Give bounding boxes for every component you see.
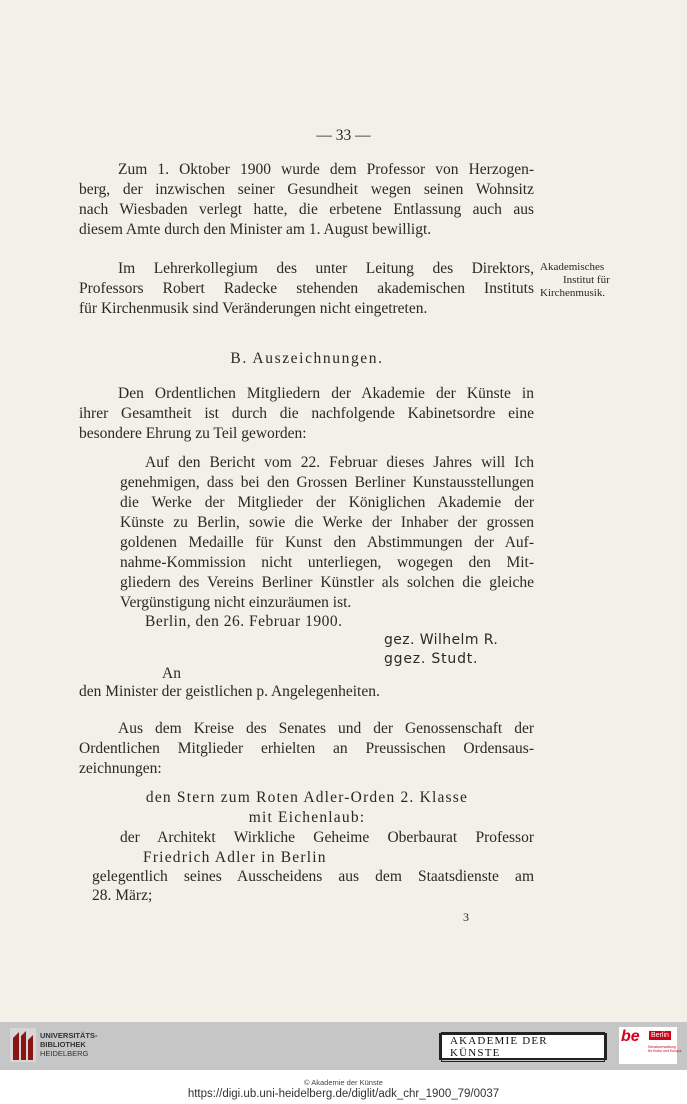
order-title: den Stern zum Roten Adler-Orden 2. Klasse bbox=[145, 789, 469, 806]
ub-line: BIBLIOTHEK bbox=[40, 1040, 86, 1049]
quote-line: nahme-Kommission nicht unterliegen, wogegen den Mit- bbox=[120, 554, 534, 571]
recipient-name: Friedrich Adler in Berlin bbox=[143, 849, 327, 866]
paragraph-line: Professors Robert Radecke stehenden akademischen Instituts bbox=[79, 280, 534, 297]
paragraph-line: zeichnungen: bbox=[79, 760, 162, 777]
quote-place-date: Berlin, den 26. Februar 1900. bbox=[145, 613, 343, 630]
berlin-logo-sub bbox=[648, 1045, 681, 1053]
paragraph-line: Im Lehrerkollegium des unter Leitung des Direktors, bbox=[118, 260, 534, 277]
addressee: den Minister der geistlichen p. Angelegenheiten. bbox=[79, 683, 380, 700]
berlin-logo-tag: Berlin bbox=[651, 1032, 669, 1039]
ub-line: UNIVERSITÄTS- bbox=[40, 1031, 98, 1040]
occasion-line: gelegentlich seines Ausscheidens aus dem Staatsdienste am bbox=[92, 868, 534, 885]
paragraph-line: diesem Amte durch den Minister am 1. August bewilligt. bbox=[79, 221, 432, 238]
paragraph-line: Ordentlichen Mitglieder erhielten an Preussischen Ordensaus- bbox=[79, 740, 534, 757]
page-header: — 33 — bbox=[316, 127, 371, 144]
paragraph-line: berg, der inzwischen seiner Gesundheit wegen seinen Wohnsitz bbox=[79, 181, 534, 198]
paragraph-line: besondere Ehrung zu Teil geworden: bbox=[79, 425, 307, 442]
margin-note-line: Kirchenmusik. bbox=[540, 287, 606, 299]
paragraph-line: nach Wiesbaden verlegt hatte, die erbetene Entlassung auch aus bbox=[79, 201, 534, 218]
quote-line: Künste zu Berlin, sowie die Werke der Inhaber der grossen bbox=[120, 514, 534, 531]
paragraph-line: ihrer Gesamtheit ist durch die nachfolgende Kabinetsordre eine bbox=[79, 405, 534, 422]
university-library-label bbox=[40, 1031, 98, 1058]
signature-wilhelm: gez. Wilhelm R. bbox=[384, 632, 499, 648]
berlin-senate-logo[interactable] bbox=[619, 1027, 682, 1064]
akademie-logo-text: AKADEMIE DER KÜNSTE bbox=[441, 1032, 605, 1062]
source-url-link[interactable]: https://digi.ub.uni-heidelberg.de/diglit/adk_chr_1900_79/0037 bbox=[187, 1088, 500, 1100]
signature-mark: 3 bbox=[463, 910, 469, 924]
signature-studt: ggez. Studt. bbox=[384, 651, 479, 667]
paragraph-line: Den Ordentlichen Mitgliedern der Akademie der Künste in bbox=[118, 385, 534, 402]
quote-line: genehmigen, dass bei den Grossen Berliner Kunstausstellungen bbox=[120, 474, 534, 491]
university-library-logo-icon bbox=[10, 1028, 36, 1062]
occasion-line: 28. März; bbox=[92, 887, 153, 904]
order-title-cont: mit Eichenlaub: bbox=[248, 809, 366, 826]
berlin-logo-sub-line: Senatsverwaltung bbox=[648, 1045, 676, 1049]
addressee-an: An bbox=[162, 665, 181, 682]
quote-line: gliedern des Vereins Berliner Künstler als solchen die gleiche bbox=[120, 574, 534, 591]
quote-line: goldenen Medaille für Kunst den Abstimmungen der Auf- bbox=[120, 534, 534, 551]
paragraph-line: Zum 1. Oktober 1900 wurde dem Professor von Herzogen- bbox=[118, 161, 534, 178]
ub-line: HEIDELBERG bbox=[40, 1049, 89, 1058]
section-heading: B. Auszeichnungen. bbox=[230, 350, 384, 367]
akademie-der-kuenste-logo[interactable] bbox=[439, 1033, 607, 1060]
quote-line: Auf den Bericht vom 22. Februar dieses Jahres will Ich bbox=[145, 454, 534, 471]
paragraph-line: für Kirchenmusik sind Veränderungen nicht eingetreten. bbox=[79, 300, 428, 317]
berlin-logo-be: be bbox=[621, 1028, 640, 1045]
copyright-notice: © Akademie der Künste bbox=[304, 1078, 383, 1087]
margin-note-line: Akademisches bbox=[540, 261, 605, 273]
quote-line: die Werke der Mitglieder der Königlichen Akademie der bbox=[120, 494, 534, 511]
margin-note-line: Institut für bbox=[563, 274, 610, 286]
paragraph-line: Aus dem Kreise des Senates und der Genossenschaft der bbox=[118, 720, 534, 737]
recipient-line: der Architekt Wirkliche Geheime Oberbaurat Professor bbox=[120, 829, 534, 846]
quote-line: Vergünstigung nicht einzuräumen ist. bbox=[120, 594, 352, 611]
berlin-logo-sub-line: für Kultur und Europa bbox=[648, 1049, 682, 1053]
